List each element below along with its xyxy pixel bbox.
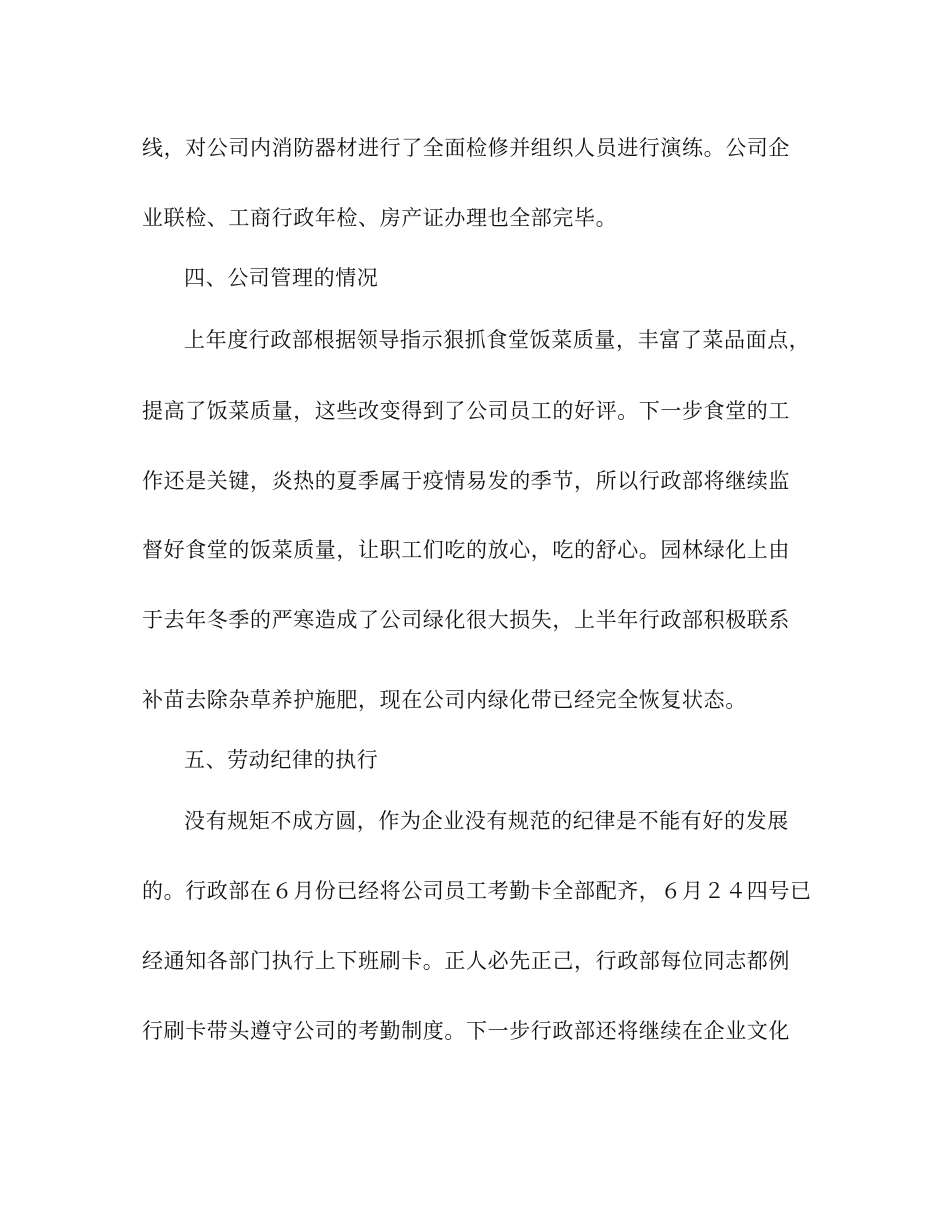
body-text-line: 业联检、工商行政年检、房产证办理也全部完毕。 [142, 206, 618, 230]
paragraph-first-line: 上年度行政部根据领导指示狠抓食堂饭菜质量，丰富了菜品面点， [184, 328, 811, 352]
body-text-line: 作还是关键，炎热的夏季属于疫情易发的季节，所以行政部将继续监 [142, 469, 790, 493]
body-text-line: 督好食堂的饭菜质量，让职工们吃的放心，吃的舒心。园林绿化上由 [142, 538, 790, 562]
section-heading: 四、公司管理的情况 [184, 266, 379, 290]
section-heading: 五、劳动纪律的执行 [184, 748, 379, 772]
body-text-line: 于去年冬季的严寒造成了公司绿化很大损失，上半年行政部积极联系 [142, 608, 790, 632]
body-text-line: 提高了饭菜质量，这些改变得到了公司员工的好评。下一步食堂的工 [142, 399, 790, 423]
paragraph-first-line: 没有规矩不成方圆，作为企业没有规范的纪律是不能有好的发展 [184, 809, 789, 833]
body-text-line: 行刷卡带头遵守公司的考勤制度。下一步行政部还将继续在企业文化 [142, 1019, 790, 1043]
body-text-line: 经通知各部门执行上下班刷卡。正人必先正己，行政部每位同志都例 [142, 949, 790, 973]
body-text-line: 补苗去除杂草养护施肥，现在公司内绿化带已经完全恢复状态。 [142, 688, 747, 712]
body-text-line: 线，对公司内消防器材进行了全面检修并组织人员进行演练。公司企 [142, 136, 790, 160]
body-text-line: 的。行政部在６月份已经将公司员工考勤卡全部配齐，６月２４四号已 [142, 879, 812, 903]
